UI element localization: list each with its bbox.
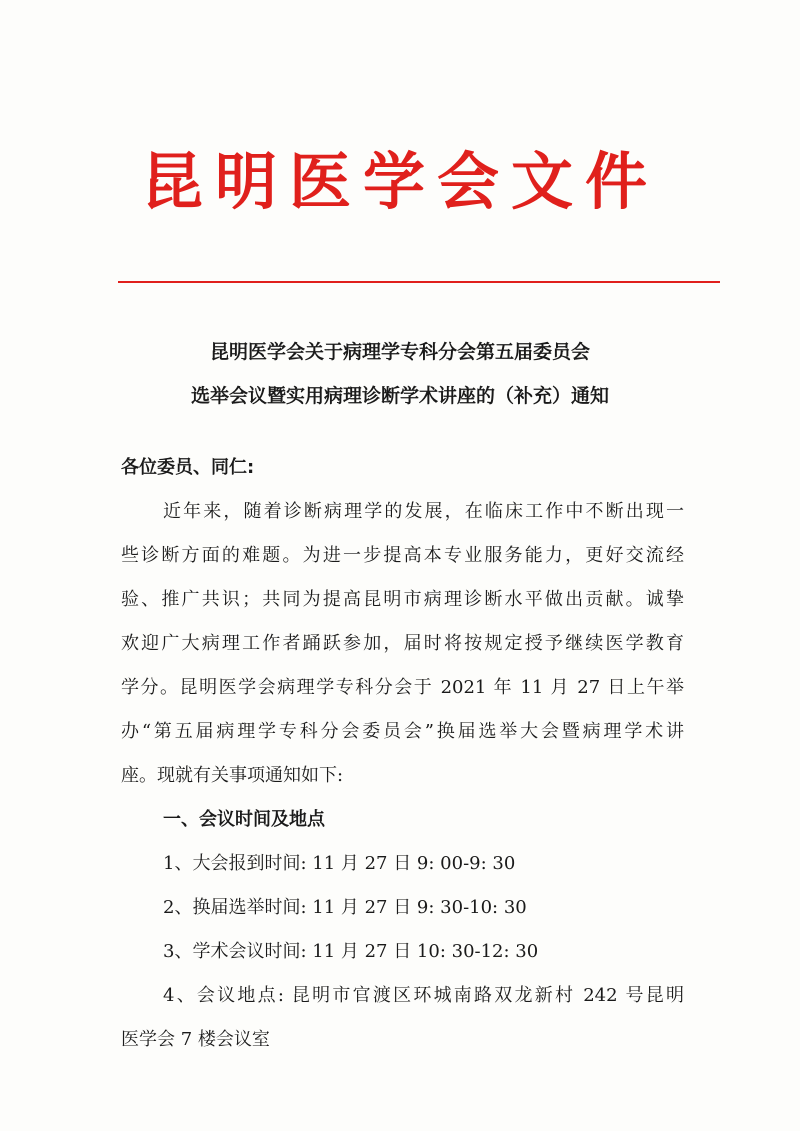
body-paragraph-line: 办“第五届病理学专科分会委员会”换届选举大会暨病理学术讲 bbox=[121, 721, 684, 742]
section-list-item-continuation: 医学会 7 楼会议室 bbox=[121, 1029, 270, 1050]
body-paragraph-line: 座。现就有关事项通知如下: bbox=[121, 765, 344, 786]
body-paragraph-line: 欢迎广大病理工作者踊跃参加，届时将按规定授予继续医学教育 bbox=[121, 633, 684, 654]
section-list-item: 3、学术会议时间: 11 月 27 日 10: 30-12: 30 bbox=[163, 941, 539, 962]
section-list-item: 1、大会报到时间: 11 月 27 日 9: 00-9: 30 bbox=[163, 853, 516, 874]
section-list-item: 4、会议地点: 昆明市官渡区环城南路双龙新村 242 号昆明 bbox=[163, 985, 684, 1006]
document-title-line-1: 昆明医学会关于病理学专科分会第五届委员会 bbox=[209, 341, 590, 363]
red-divider-rule bbox=[118, 281, 720, 283]
body-paragraph-line: 些诊断方面的难题。为进一步提高本专业服务能力，更好交流经 bbox=[121, 545, 684, 566]
body-paragraph-line: 近年来，随着诊断病理学的发展，在临床工作中不断出现一 bbox=[163, 501, 684, 522]
org-header-title: 昆明医学会文件 bbox=[140, 145, 659, 218]
salutation: 各位委员、同仁: bbox=[121, 457, 255, 478]
section-heading: 一、会议时间及地点 bbox=[163, 809, 325, 830]
document-title-line-2: 选举会议暨实用病理诊断学术讲座的（补充）通知 bbox=[190, 385, 609, 407]
body-paragraph-line: 验、推广共识；共同为提高昆明市病理诊断水平做出贡献。诚挚 bbox=[121, 589, 684, 610]
section-list-item: 2、换届选举时间: 11 月 27 日 9: 30-10: 30 bbox=[163, 897, 527, 918]
body-paragraph-line: 学分。昆明医学会病理学专科分会于 2021 年 11 月 27 日上午举 bbox=[121, 677, 684, 698]
